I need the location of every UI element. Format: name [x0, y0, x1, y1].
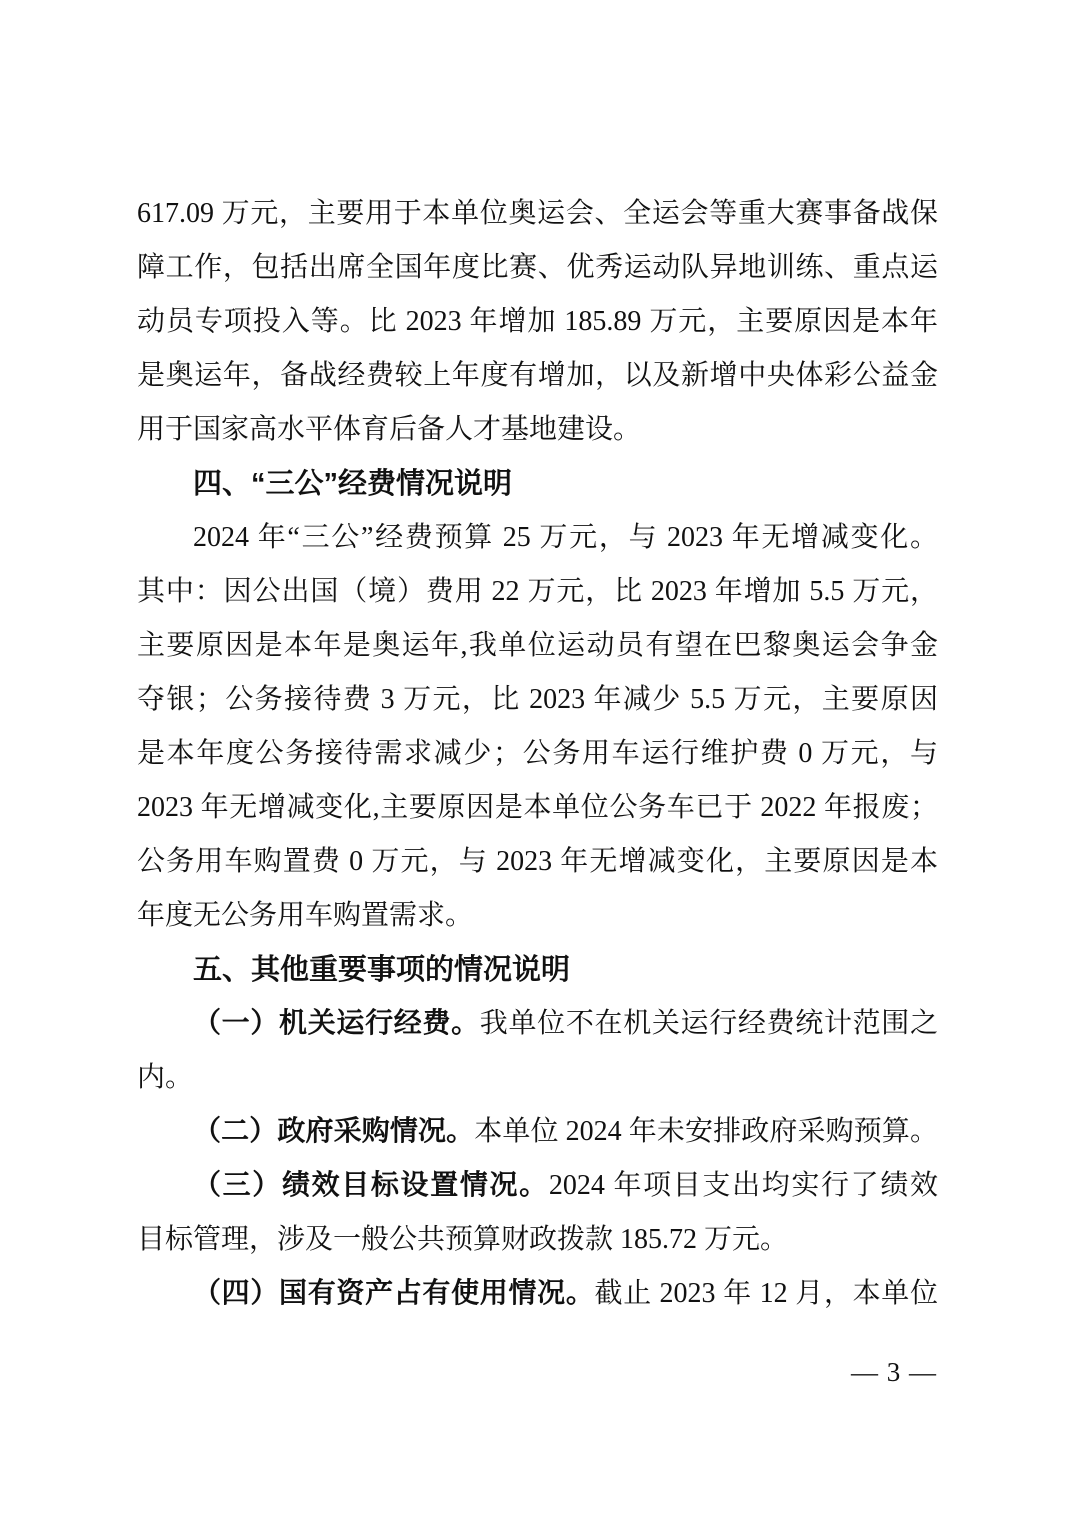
text-run: 其中：因公出国（境）费用 22 万元，比 2023 年增加 5.5 万元， — [137, 576, 938, 607]
bold-lead-in: 四、“三公”经费情况说明 — [193, 468, 513, 500]
text-run: 617.09 万元，主要用于本单位奥运会、全运会等重大赛事备战保 — [137, 198, 938, 229]
text-line — [137, 727, 938, 781]
document-body — [137, 187, 938, 1321]
text-line — [137, 835, 938, 889]
text-line — [137, 187, 938, 241]
text-line — [137, 349, 938, 403]
text-run: 目标管理，涉及一般公共预算财政拨款 185.72 万元。 — [137, 1224, 789, 1255]
section-heading — [137, 943, 938, 997]
section-heading — [137, 457, 938, 511]
text-line — [137, 781, 938, 835]
text-run: 公务用车购置费 0 万元，与 2023 年无增减变化，主要原因是本 — [137, 846, 938, 877]
text-run: 是奥运年，备战经费较上年度有增加，以及新增中央体彩公益金 — [137, 360, 938, 391]
text-run: 我单位不在机关运行经费统计范围之 — [479, 1008, 938, 1039]
text-run: 内。 — [137, 1062, 194, 1093]
text-run: 年度无公务用车购置需求。 — [137, 900, 474, 931]
text-line — [137, 673, 938, 727]
text-line — [137, 295, 938, 349]
text-run: 夺银；公务接待费 3 万元，比 2023 年减少 5.5 万元，主要原因 — [137, 684, 938, 715]
text-line — [137, 619, 938, 673]
text-line — [137, 1267, 938, 1321]
text-run: 2024 年“三公”经费预算 25 万元，与 2023 年无增减变化。 — [193, 522, 938, 553]
text-line — [137, 997, 938, 1051]
bold-lead-in: （一）机关运行经费。 — [193, 1008, 480, 1039]
text-line — [137, 511, 938, 565]
text-run: 动员专项投入等。比 2023 年增加 185.89 万元，主要原因是本年 — [137, 306, 938, 337]
bold-lead-in: 五、其他重要事项的情况说明 — [193, 954, 571, 986]
text-line — [137, 1105, 938, 1159]
bold-lead-in: （四）国有资产占有使用情况。 — [193, 1278, 595, 1309]
page-number: — 3 — — [851, 1357, 937, 1387]
bold-lead-in: （三）绩效目标设置情况。 — [193, 1170, 549, 1201]
text-line — [137, 241, 938, 295]
text-line — [137, 403, 938, 457]
text-run: 截止 2023 年 12 月，本单位 — [594, 1278, 938, 1309]
text-line — [137, 1051, 938, 1105]
text-run: 2023 年无增减变化,主要原因是本单位公务车已于 2022 年报废； — [137, 792, 938, 823]
text-line — [137, 1159, 938, 1213]
text-run: 障工作，包括出席全国年度比赛、优秀运动队异地训练、重点运 — [137, 252, 938, 283]
text-run: 本单位 2024 年未安排政府采购预算。 — [474, 1116, 938, 1147]
text-run: 2024 年项目支出均实行了绩效 — [548, 1170, 938, 1201]
text-line — [137, 1213, 938, 1267]
text-line — [137, 565, 938, 619]
text-run: 主要原因是本年是奥运年,我单位运动员有望在巴黎奥运会争金 — [137, 630, 938, 661]
text-run: 用于国家高水平体育后备人才基地建设。 — [137, 414, 642, 445]
bold-lead-in: （二）政府采购情况。 — [193, 1116, 475, 1147]
text-run: 是本年度公务接待需求减少；公务用车运行维护费 0 万元，与 — [137, 738, 938, 769]
text-line — [137, 889, 938, 943]
